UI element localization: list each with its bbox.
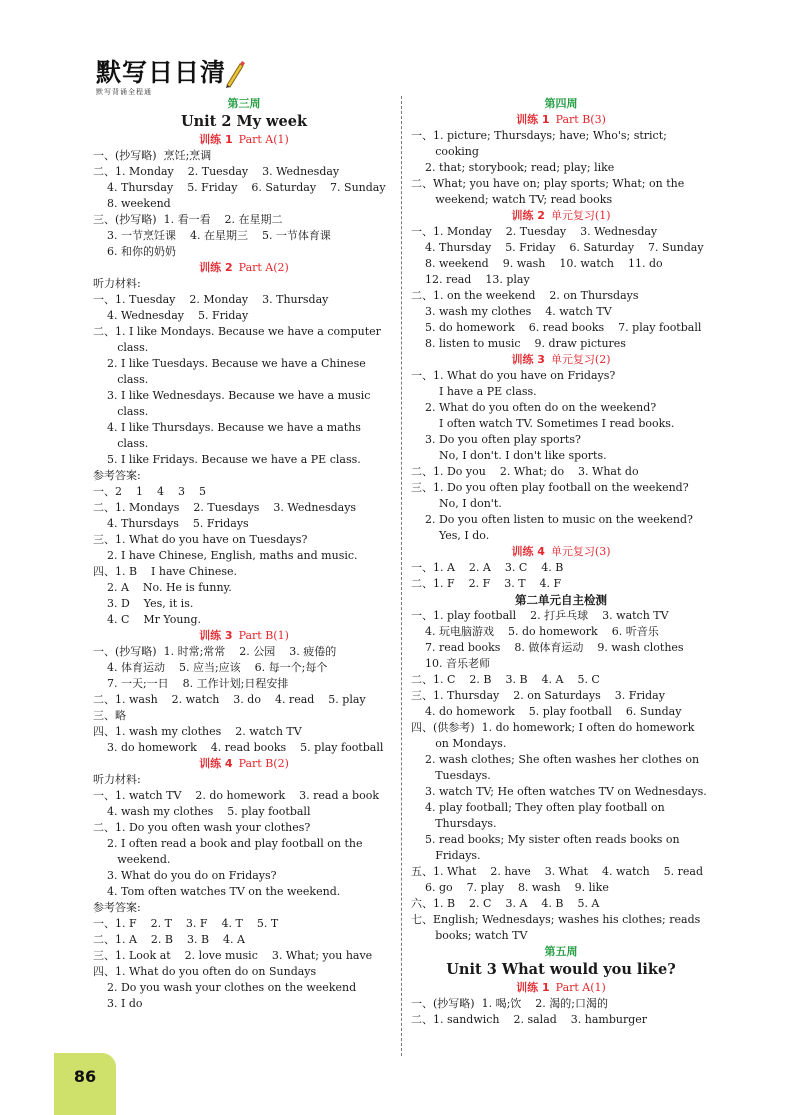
training-heading [93, 132, 395, 148]
answer-line: 3. What do you do on Fridays? [93, 869, 277, 882]
test-heading: 第二单元自主检测 [515, 593, 607, 607]
answer-line: 4. I like Thursdays. Because we have a maths class. [93, 421, 365, 450]
answer-line: 4. Tom often watches TV on the weekend. [93, 885, 341, 898]
answer-line: 七、English; Wednesdays; washes his clothes; reads books; watch TV [411, 913, 704, 942]
answer-line: 4. Thursday 5. Friday 6. Saturday 7. Sunday [93, 181, 386, 194]
training-heading [93, 756, 395, 772]
right-column [411, 96, 711, 1028]
week-heading: 第四周 [544, 97, 578, 110]
training-part: Part B(3) [555, 113, 606, 126]
answer-line: I often watch TV. Sometimes I read books. [411, 417, 675, 430]
answer-line: 4. Thursdays 5. Fridays [93, 517, 249, 530]
training-part: 单元复习(2) [550, 353, 611, 366]
answer-line: 3. I do [93, 997, 143, 1010]
answer-line: 6. go 7. play 8. wash 9. like [411, 881, 609, 894]
answer-line: 一、1. picture; Thursdays; have; Who's; strict; cooking [411, 129, 671, 158]
answer-line: 一、1. F 2. T 3. F 4. T 5. T [93, 917, 279, 930]
answer-line: 3. I like Wednesdays. Because we have a music class. [93, 389, 374, 418]
answer-line: 三、略 [93, 709, 126, 722]
answer-line: Yes, I do. [411, 529, 490, 542]
answer-line: 三、1. What do you have on Tuesdays? [93, 533, 308, 546]
answer-line: 一、1. play football 2. 打乒乓球 3. watch TV [411, 609, 669, 622]
training-label: 训练 1 [199, 133, 233, 146]
answer-line: 3. 一节烹饪课 4. 在星期三 5. 一节体育课 [93, 229, 331, 242]
page-number: 86 [73, 1067, 97, 1086]
answer-line: 2. Do you often listen to music on the weekend? [411, 513, 693, 526]
training-heading [411, 544, 711, 560]
answer-line: 听力材料: [93, 277, 141, 290]
answer-line: No, I don't. I don't like sports. [411, 449, 607, 462]
logo-title: 默写日日清 [96, 58, 227, 87]
answer-line: 参考答案: [93, 469, 141, 482]
column-divider [401, 96, 402, 1056]
answer-line: 5. do homework 6. read books 7. play football [411, 321, 702, 334]
training-heading [411, 980, 711, 996]
answer-line: 8. weekend [93, 197, 171, 210]
answer-line: 3. watch TV; He often watches TV on Wednesdays. [411, 785, 707, 798]
answer-line: 二、1. Do you 2. What; do 3. What do [411, 465, 639, 478]
answer-line: 二、1. A 2. B 3. B 4. A [93, 933, 245, 946]
answer-line: 4. play football; They often play football on Thursdays. [411, 801, 669, 830]
unit-title: Unit 3 What would you like? [446, 961, 676, 978]
answer-line: 二、1. sandwich 2. salad 3. hamburger [411, 1013, 648, 1026]
answer-line: 参考答案: [93, 901, 141, 914]
answer-line: 12. read 13. play [411, 273, 530, 286]
answer-line: No, I don't. [411, 497, 502, 510]
unit-title: Unit 2 My week [180, 113, 308, 130]
answer-line: 一、1. What do you have on Fridays? [411, 369, 616, 382]
answer-line: 二、1. C 2. B 3. B 4. A 5. C [411, 673, 600, 686]
answer-line: 7. read books 8. 做体育运动 9. wash clothes [411, 641, 684, 654]
training-label: 训练 2 [199, 261, 233, 274]
answer-line: 六、1. B 2. C 3. A 4. B 5. A [411, 897, 600, 910]
answer-line: 2. A No. He is funny. [93, 581, 232, 594]
answer-line: 四、1. wash my clothes 2. watch TV [93, 725, 302, 738]
answer-line: 5. read books; My sister often reads books on Fridays. [411, 833, 684, 862]
answer-line: 一、(抄写略) 烹饪;烹调 [93, 149, 212, 162]
answer-line: 三、1. Thursday 2. on Saturdays 3. Friday [411, 689, 665, 702]
answer-line: 三、(抄写略) 1. 看一看 2. 在星期二 [93, 213, 283, 226]
answer-line: 3. do homework 4. read books 5. play football [93, 741, 384, 754]
answer-line: 2. that; storybook; read; play; like [411, 161, 615, 174]
answer-line: 二、1. Do you often wash your clothes? [93, 821, 311, 834]
training-heading [411, 352, 711, 368]
answer-line: 二、1. F 2. F 3. T 4. F [411, 577, 562, 590]
training-heading [93, 260, 395, 276]
training-part: 单元复习(1) [550, 209, 611, 222]
training-label: 训练 1 [516, 981, 550, 994]
training-part: Part A(2) [238, 261, 289, 274]
week-heading: 第五周 [544, 945, 578, 958]
week-heading: 第三周 [227, 97, 261, 110]
training-heading [411, 112, 711, 128]
answer-line: 五、1. What 2. have 3. What 4. watch 5. read [411, 865, 704, 878]
training-part: Part A(1) [238, 133, 289, 146]
answer-line: 二、1. I like Mondays. Because we have a computer class. [93, 325, 385, 354]
answer-line: 四、1. B I have Chinese. [93, 565, 238, 578]
answer-line: 四、(供参考) 1. do homework; I often do homework on Mondays. [411, 721, 698, 750]
training-part: Part A(1) [555, 981, 606, 994]
left-column [93, 96, 395, 1012]
answer-line: 一、1. Monday 2. Tuesday 3. Wednesday [411, 225, 658, 238]
answer-line: 听力材料: [93, 773, 141, 786]
training-label: 训练 4 [199, 757, 233, 770]
answer-line: 6. 和你的奶奶 [93, 245, 176, 258]
answer-line: 4. Thursday 5. Friday 6. Saturday 7. Sunday [411, 241, 704, 254]
answer-line: 二、1. on the weekend 2. on Thursdays [411, 289, 639, 302]
answer-line: 4. do homework 5. play football 6. Sunday [411, 705, 682, 718]
answer-line: 2. What do you often do on the weekend? [411, 401, 657, 414]
answer-line: 三、1. Do you often play football on the weekend? [411, 481, 689, 494]
answer-line: 一、1. A 2. A 3. C 4. B [411, 561, 564, 574]
training-label: 训练 3 [511, 353, 545, 366]
answer-line: 4. wash my clothes 5. play football [93, 805, 311, 818]
answer-line: 二、1. Monday 2. Tuesday 3. Wednesday [93, 165, 340, 178]
answer-line: 4. Wednesday 5. Friday [93, 309, 249, 322]
answer-line: 5. I like Fridays. Because we have a PE class. [93, 453, 361, 466]
answer-line: 10. 音乐老师 [411, 657, 490, 670]
answer-line: 二、1. Mondays 2. Tuesdays 3. Wednesdays [93, 501, 357, 514]
training-label: 训练 4 [511, 545, 545, 558]
answer-line: 8. listen to music 9. draw pictures [411, 337, 626, 350]
answer-line: 二、1. wash 2. watch 3. do 4. read 5. play [93, 693, 366, 706]
answer-line: 二、What; you have on; play sports; What; on the weekend; watch TV; read books [411, 177, 688, 206]
pen-icon [224, 60, 246, 88]
answer-line: 一、1. watch TV 2. do homework 3. read a book [93, 789, 380, 802]
answer-line: 3. Do you often play sports? [411, 433, 581, 446]
training-label: 训练 3 [199, 629, 233, 642]
training-heading [93, 628, 395, 644]
answer-line: 一、(抄写略) 1. 时常;常常 2. 公园 3. 疲倦的 [93, 645, 337, 658]
answer-line: 4. C Mr Young. [93, 613, 202, 626]
answer-line: 2. I often read a book and play football on the weekend. [93, 837, 367, 866]
training-heading [411, 208, 711, 224]
answer-line: 4. 玩电脑游戏 5. do homework 6. 听音乐 [411, 625, 659, 638]
answer-line: 3. D Yes, it is. [93, 597, 194, 610]
answer-line: I have a PE class. [411, 385, 537, 398]
training-part: 单元复习(3) [550, 545, 611, 558]
answer-line: 8. weekend 9. wash 10. watch 11. do [411, 257, 663, 270]
answer-line: 3. wash my clothes 4. watch TV [411, 305, 612, 318]
answer-line: 2. I like Tuesdays. Because we have a Chinese class. [93, 357, 370, 386]
page-number-tab [54, 1053, 116, 1115]
answer-line: 2. Do you wash your clothes on the weekend [93, 981, 357, 994]
training-part: Part B(2) [238, 757, 289, 770]
training-label: 训练 2 [511, 209, 545, 222]
answer-line: 7. 一天;一日 8. 工作计划;日程安排 [93, 677, 289, 690]
answer-line: 一、2 1 4 3 5 [93, 485, 206, 498]
answer-line: 一、(抄写略) 1. 喝;饮 2. 渴的;口渴的 [411, 997, 608, 1010]
answer-line: 一、1. Tuesday 2. Monday 3. Thursday [93, 293, 329, 306]
answer-line: 4. 体育运动 5. 应当;应该 6. 每一个;每个 [93, 661, 328, 674]
answer-line: 三、1. Look at 2. love music 3. What; you have [93, 949, 373, 962]
answer-line: 2. wash clothes; She often washes her clothes on Tuesdays. [411, 753, 703, 782]
answer-line: 2. I have Chinese, English, maths and music. [93, 549, 358, 562]
answer-line: 四、1. What do you often do on Sundays [93, 965, 317, 978]
training-part: Part B(1) [238, 629, 289, 642]
logo-subtitle: 默写背诵全程通 [96, 88, 152, 96]
training-label: 训练 1 [516, 113, 550, 126]
